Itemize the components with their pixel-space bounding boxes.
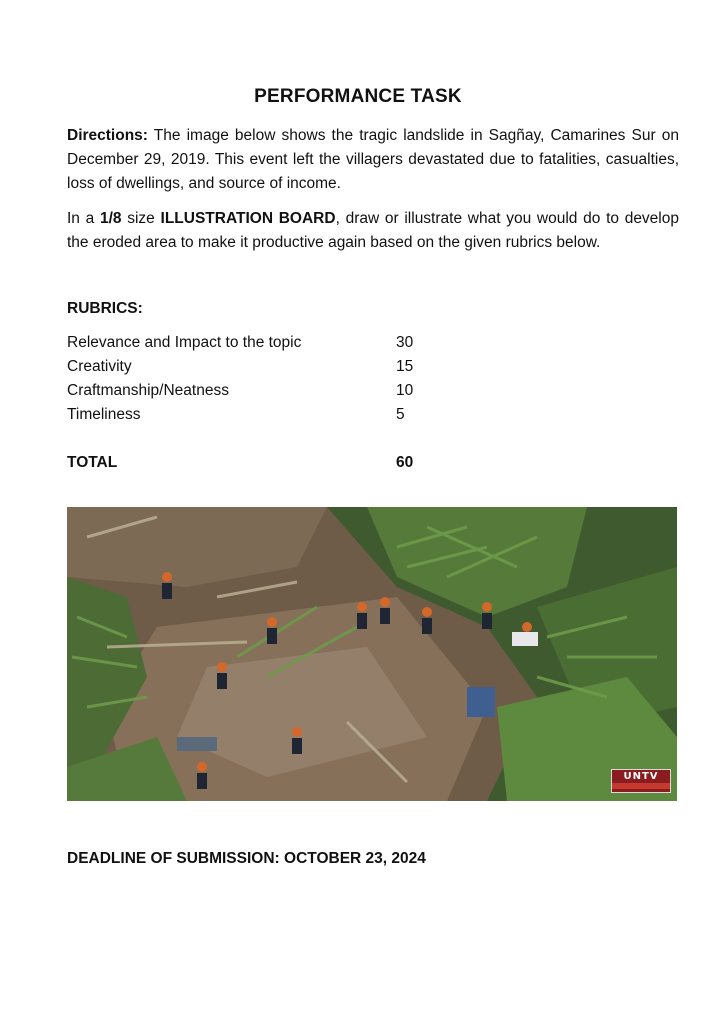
rubric-row bbox=[67, 406, 427, 430]
rubrics-heading: RUBRICS: bbox=[67, 300, 143, 317]
landslide-photo bbox=[67, 507, 677, 801]
rubric-row bbox=[67, 358, 427, 382]
total-label: TOTAL bbox=[67, 454, 118, 471]
rubric-points: 10 bbox=[396, 382, 414, 399]
untv-watermark-logo bbox=[611, 769, 671, 793]
rubric-label: Timeliness bbox=[67, 406, 141, 423]
instruction-text-1: In a bbox=[67, 210, 100, 227]
watermark-text: UNTV bbox=[623, 771, 659, 782]
rubric-label: Craftmanship/Neatness bbox=[67, 382, 229, 399]
rubric-points: 15 bbox=[396, 358, 414, 375]
directions-text: The image below shows the tragic landslide in Sagñay, Camarines Sur on December 29, 2019. This event left the villagers devastated due to fatalities, casualties, loss of dwellings, and source of income. bbox=[67, 127, 679, 192]
rubric-label: Creativity bbox=[67, 358, 132, 375]
directions-paragraph bbox=[67, 124, 679, 196]
rubric-points: 30 bbox=[396, 334, 414, 351]
board-type: ILLUSTRATION BOARD bbox=[160, 210, 336, 227]
board-size: 1/8 bbox=[99, 210, 122, 227]
instruction-text-2: size bbox=[121, 210, 161, 227]
deadline-text: DEADLINE OF SUBMISSION: OCTOBER 23, 2024 bbox=[67, 850, 426, 867]
instruction-paragraph bbox=[67, 207, 679, 255]
watermark-stripe bbox=[612, 783, 670, 789]
directions-label: Directions: bbox=[67, 127, 148, 144]
rubric-row bbox=[67, 334, 427, 358]
instruction-text-3: , draw or illustrate what you would do to develop the eroded area to make it productive again based on the given rubrics below. bbox=[67, 210, 679, 251]
total-row bbox=[67, 454, 427, 472]
landslide-illustration bbox=[67, 507, 677, 801]
page-title: PERFORMANCE TASK bbox=[254, 86, 462, 107]
rubric-row bbox=[67, 382, 427, 406]
rubric-points: 5 bbox=[396, 406, 405, 423]
rubric-label: Relevance and Impact to the topic bbox=[67, 334, 302, 351]
total-points: 60 bbox=[396, 454, 414, 471]
